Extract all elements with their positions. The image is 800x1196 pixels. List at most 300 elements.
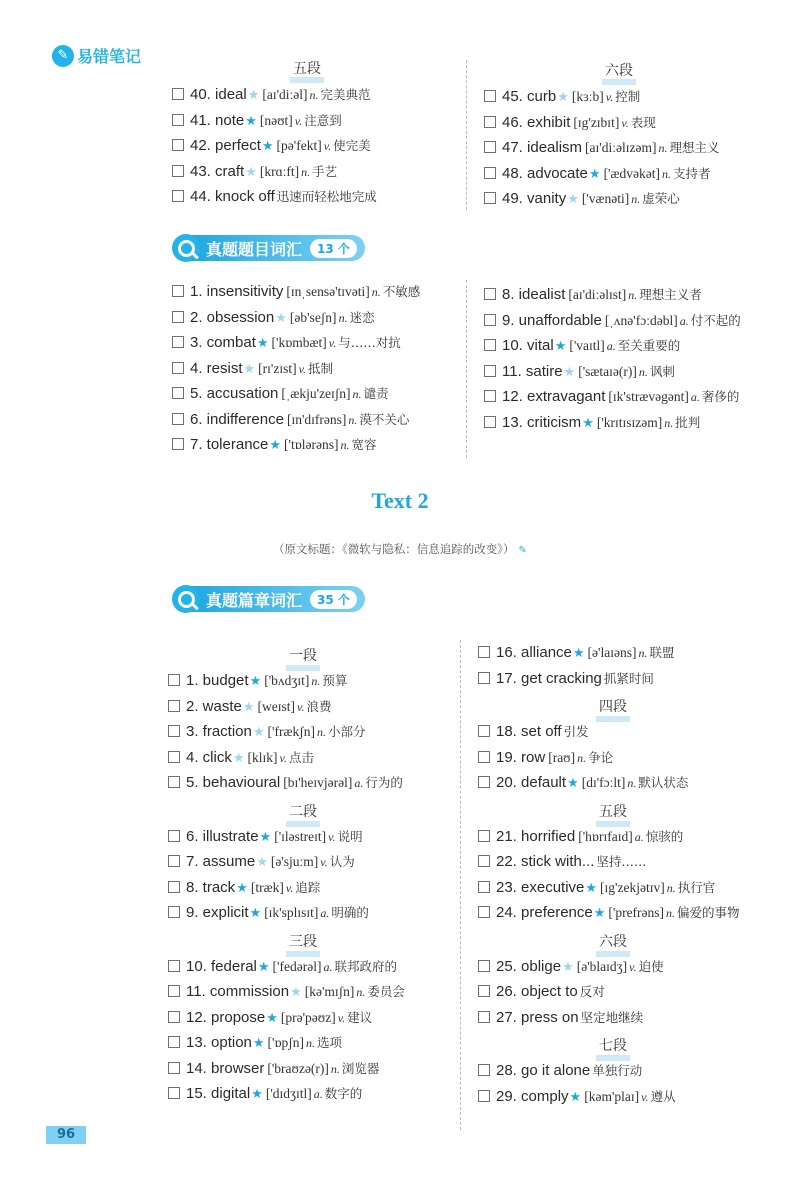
vocab-word: 43. craft xyxy=(190,162,245,180)
phonetic: [ɪg'zɪbɪt] xyxy=(573,114,620,130)
vocab-word: 12. propose xyxy=(186,1008,266,1026)
star-icon: ★ xyxy=(554,339,567,354)
vocab-word: 14. browser xyxy=(186,1059,265,1077)
count-badge: 35 个 xyxy=(310,590,357,609)
vocab-item xyxy=(168,770,468,796)
checkbox-icon[interactable] xyxy=(172,311,184,323)
chinese-meaning: 追踪 xyxy=(295,879,321,895)
chinese-meaning: 选项 xyxy=(317,1035,343,1050)
vocab-word: 18. set off xyxy=(496,723,562,740)
phonetic: [pə'fekt] xyxy=(276,138,322,153)
chinese-meaning: 谴责 xyxy=(363,386,389,401)
star-icon: ★ xyxy=(257,959,270,975)
vocab-item xyxy=(478,849,788,875)
vocab-list xyxy=(172,279,472,458)
chinese-meaning: 手艺 xyxy=(312,163,338,179)
star-icon: ★ xyxy=(567,192,579,207)
vocab-item xyxy=(168,979,468,1005)
part-of-speech: n. xyxy=(658,141,668,155)
checkbox-icon[interactable] xyxy=(172,336,184,348)
checkbox-icon[interactable] xyxy=(172,165,184,177)
star-icon: ★ xyxy=(585,880,598,896)
checkbox-icon[interactable] xyxy=(168,960,180,972)
checkbox-icon[interactable] xyxy=(172,114,184,126)
part-of-speech: n. xyxy=(316,725,326,739)
column-divider xyxy=(460,640,461,1130)
checkbox-icon[interactable] xyxy=(168,1087,180,1099)
vocab-word: 6. illustrate xyxy=(186,827,259,845)
vocab-word: 7. assume xyxy=(186,853,256,870)
checkbox-icon[interactable] xyxy=(172,88,184,100)
chinese-meaning: 表现 xyxy=(630,114,656,130)
vocab-word: 42. perfect xyxy=(190,137,261,154)
vocab-item xyxy=(172,108,462,134)
star-icon: ★ xyxy=(275,310,287,326)
checkbox-icon[interactable] xyxy=(168,1062,180,1074)
part-of-speech: a. xyxy=(320,906,330,920)
star-icon: ★ xyxy=(232,750,245,766)
phonetic: [əb'seʃn] xyxy=(289,309,337,325)
part-of-speech: a. xyxy=(313,1087,323,1101)
vocab-word: 5. behavioural xyxy=(186,774,281,791)
chinese-meaning: 漠不关心 xyxy=(359,411,410,427)
phonetic: ['ɒpʃn] xyxy=(267,1035,305,1050)
vocab-word: 19. row xyxy=(496,748,546,766)
chinese-meaning: 点击 xyxy=(288,749,314,765)
part-of-speech: v. xyxy=(328,336,337,350)
vocab-item xyxy=(172,159,462,185)
phonetic: [dɪ'fɔːlt] xyxy=(581,775,626,790)
chinese-meaning: 说明 xyxy=(337,828,363,844)
magnifier-icon xyxy=(172,585,200,613)
part-of-speech: n. xyxy=(352,387,362,401)
checkbox-icon[interactable] xyxy=(172,139,184,151)
star-icon: ★ xyxy=(256,855,268,870)
checkbox-icon[interactable] xyxy=(168,985,180,997)
s2-right-column xyxy=(478,640,788,1109)
vocab-word: 23. executive xyxy=(496,878,585,896)
checkbox-icon[interactable] xyxy=(172,362,184,374)
phonetic: ['krɪtɪsɪzəm] xyxy=(596,414,663,430)
phonetic: ['vænəti] xyxy=(581,191,630,206)
vocab-word: 40. ideal xyxy=(190,86,247,103)
vocab-word: 48. advocate xyxy=(502,164,588,182)
part-of-speech: a. xyxy=(606,339,616,353)
vocab-item xyxy=(484,282,784,308)
star-icon: ★ xyxy=(249,906,262,921)
chinese-meaning: 坚持…… xyxy=(596,854,647,869)
vocab-item xyxy=(168,745,468,771)
checkbox-icon[interactable] xyxy=(168,725,180,737)
part-of-speech: n. xyxy=(661,166,671,181)
vocab-word: 44. knock off xyxy=(190,188,275,205)
checkbox-icon[interactable] xyxy=(478,1090,490,1102)
top-left-column xyxy=(172,58,462,210)
chinese-meaning: 完美典范 xyxy=(320,87,371,102)
vocab-item xyxy=(478,666,788,692)
top-right-column xyxy=(484,60,784,212)
checkbox-icon[interactable] xyxy=(484,288,496,300)
checkbox-icon[interactable] xyxy=(484,192,496,204)
vocab-word: 5. accusation xyxy=(190,385,279,402)
vocab-item xyxy=(172,82,462,108)
pen-logo-icon: ✎ xyxy=(52,45,74,67)
vocab-item xyxy=(168,1030,468,1056)
checkbox-icon[interactable] xyxy=(484,365,496,377)
chinese-meaning: 使完美 xyxy=(333,138,371,153)
vocab-word: 28. go it alone xyxy=(496,1062,591,1079)
checkbox-icon[interactable] xyxy=(484,116,496,128)
phonetic: [kəm'plaɪ] xyxy=(584,1088,640,1104)
chinese-meaning: 迅速而轻松地完成 xyxy=(276,189,377,204)
part-of-speech: n. xyxy=(638,364,648,379)
pen-icon: ✎ xyxy=(518,545,527,556)
chinese-meaning: 数字的 xyxy=(324,1086,363,1101)
vocab-word: 24. preference xyxy=(496,904,593,921)
vocab-word: 25. oblige xyxy=(496,957,562,975)
star-icon: ★ xyxy=(569,1089,582,1105)
vocab-item xyxy=(172,407,472,433)
phonetic: [ə'sjuːm] xyxy=(270,854,319,869)
chinese-meaning: 奢侈的 xyxy=(701,389,740,404)
vocab-list xyxy=(484,84,784,212)
part-of-speech: v. xyxy=(337,1010,346,1025)
vocab-word: 2. obsession xyxy=(190,308,275,326)
phonetic: [prə'pəʊz] xyxy=(280,1009,336,1025)
checkbox-icon[interactable] xyxy=(172,413,184,425)
phonetic: [bɪ'heɪvjərəl] xyxy=(283,775,353,790)
chinese-meaning: 浏览器 xyxy=(341,1060,380,1076)
phonetic: [kə'mɪʃn] xyxy=(304,984,355,999)
star-icon: ★ xyxy=(252,1036,265,1051)
vocab-word: 12. extravagant xyxy=(502,388,606,405)
vocab-word: 46. exhibit xyxy=(502,113,571,131)
chinese-meaning: 联邦政府的 xyxy=(334,958,397,974)
phonetic: [krɑːft] xyxy=(259,163,300,179)
phonetic: [weɪst] xyxy=(257,698,296,714)
star-icon: ★ xyxy=(266,1010,278,1026)
vocab-word: 26. object to xyxy=(496,983,578,1000)
checkbox-icon[interactable] xyxy=(478,646,490,658)
vocab-word: 13. criticism xyxy=(502,413,582,431)
vocab-item xyxy=(484,308,784,334)
section-header-passage-vocab xyxy=(172,585,365,613)
phonetic: [raʊ] xyxy=(548,749,576,765)
phonetic: ['frækʃn] xyxy=(267,724,315,739)
part-of-speech: n. xyxy=(306,1036,316,1050)
checkbox-icon[interactable] xyxy=(172,190,184,202)
vocab-word: 9. unaffordable xyxy=(502,311,602,329)
chinese-meaning: 默认状态 xyxy=(638,775,689,790)
star-icon: ★ xyxy=(249,674,262,689)
star-icon: ★ xyxy=(261,139,274,154)
phonetic: ['ædvəkət] xyxy=(603,165,660,181)
phonetic: ['sætaɪə(r)] xyxy=(578,363,637,379)
vocab-item xyxy=(168,849,468,875)
vocab-item xyxy=(172,381,472,407)
vocab-item xyxy=(172,356,472,382)
phonetic: [ɪn'dɪfrəns] xyxy=(286,411,347,427)
checkbox-icon[interactable] xyxy=(172,285,184,297)
checkbox-icon[interactable] xyxy=(168,830,180,842)
checkbox-icon[interactable] xyxy=(478,855,490,867)
original-title-text: （原文标题：《微软与隐私：信息追踪的改变》） xyxy=(273,542,515,556)
star-icon: ★ xyxy=(563,364,576,380)
segment-heading: 五段 xyxy=(172,58,442,80)
vocab-item xyxy=(484,84,784,110)
vocab-word: 11. commission xyxy=(186,983,290,1000)
part-of-speech: n. xyxy=(627,776,637,790)
checkbox-icon[interactable] xyxy=(172,387,184,399)
vocab-word: 8. track xyxy=(186,878,236,896)
phonetic: [ɪg'zekjətɪv] xyxy=(600,879,665,895)
vocab-word: 15. digital xyxy=(186,1085,251,1102)
phonetic: ['prefrəns] xyxy=(608,905,665,920)
original-title xyxy=(0,541,800,557)
checkbox-icon[interactable] xyxy=(172,438,184,450)
phonetic: [ə'blaɪdʒ] xyxy=(576,958,628,974)
section-title: 真题篇章词汇 xyxy=(206,590,303,610)
magnifier-icon xyxy=(172,234,200,262)
part-of-speech: a. xyxy=(354,776,364,790)
chinese-meaning: 虚荣心 xyxy=(642,191,680,206)
vocab-item xyxy=(478,770,788,796)
chinese-meaning: 支持者 xyxy=(672,165,711,181)
vocab-word: 10. federal xyxy=(186,957,257,975)
section-header-body xyxy=(186,586,365,612)
vocab-item xyxy=(172,330,472,356)
text-heading: Text 2 xyxy=(371,488,429,513)
vocab-word: 2. waste xyxy=(186,697,242,715)
part-of-speech: n. xyxy=(631,192,641,206)
vocab-groups xyxy=(478,640,788,1109)
checkbox-icon[interactable] xyxy=(168,776,180,788)
part-of-speech: v. xyxy=(298,361,307,376)
star-icon: ★ xyxy=(269,438,282,453)
phonetic: [rɪ'zɪst] xyxy=(258,360,297,376)
section-header-body xyxy=(186,235,365,261)
chinese-meaning: 理想主义者 xyxy=(639,287,702,302)
vocab-item xyxy=(484,135,784,161)
checkbox-icon[interactable] xyxy=(478,1011,490,1023)
checkbox-icon[interactable] xyxy=(484,339,496,351)
chinese-meaning: 坚定地继续 xyxy=(580,1009,644,1025)
vocab-item xyxy=(168,1005,468,1031)
checkbox-icon[interactable] xyxy=(168,1011,180,1023)
chinese-meaning: 单独行动 xyxy=(592,1063,643,1078)
part-of-speech: v. xyxy=(605,90,614,104)
segment-heading: 三段 xyxy=(168,930,438,954)
part-of-speech: n. xyxy=(666,906,676,920)
vocab-item xyxy=(172,432,472,458)
chinese-meaning: 引发 xyxy=(563,724,589,739)
vocab-word: 47. idealism xyxy=(502,139,583,156)
vocab-item xyxy=(484,359,784,385)
vocab-item xyxy=(172,279,472,305)
segment-heading: 四段 xyxy=(478,695,748,719)
checkbox-icon[interactable] xyxy=(484,141,496,153)
phonetic: ['fedərəl] xyxy=(272,958,322,974)
vocab-groups xyxy=(168,644,468,1107)
checkbox-icon[interactable] xyxy=(478,1064,490,1076)
segment-heading: 二段 xyxy=(168,800,438,824)
vocab-word: 20. default xyxy=(496,774,567,791)
part-of-speech: n. xyxy=(311,674,321,688)
checkbox-icon[interactable] xyxy=(484,90,496,102)
checkbox-icon[interactable] xyxy=(478,830,490,842)
phonetic: ['hɒrɪfaɪd] xyxy=(578,828,633,844)
column-divider xyxy=(466,280,467,458)
vocab-word: 10. vital xyxy=(502,337,554,354)
checkbox-icon[interactable] xyxy=(478,960,490,972)
part-of-speech: v. xyxy=(641,1089,649,1104)
checkbox-icon[interactable] xyxy=(168,1036,180,1048)
count-badge: 13 个 xyxy=(310,239,357,258)
part-of-speech: n. xyxy=(628,288,638,302)
chinese-meaning: 惊骇的 xyxy=(645,828,684,844)
chinese-meaning: 不敏感 xyxy=(382,284,421,299)
phonetic: ['dɪdʒɪtl] xyxy=(265,1086,312,1101)
checkbox-icon[interactable] xyxy=(484,390,496,402)
chinese-meaning: 控制 xyxy=(615,89,641,104)
s1-left-column xyxy=(172,279,472,458)
part-of-speech: v. xyxy=(285,880,294,895)
checkbox-icon[interactable] xyxy=(168,906,180,918)
star-icon: ★ xyxy=(243,361,256,377)
s2-left-column xyxy=(168,644,468,1107)
checkbox-icon[interactable] xyxy=(484,416,496,428)
part-of-speech: n. xyxy=(371,285,381,299)
vocab-word: 1. insensitivity xyxy=(190,283,284,300)
vocab-item xyxy=(172,305,472,331)
checkbox-icon[interactable] xyxy=(478,881,490,893)
checkbox-icon[interactable] xyxy=(484,314,496,326)
phonetic: [klɪk] xyxy=(247,749,278,765)
checkbox-icon[interactable] xyxy=(478,776,490,788)
checkbox-icon[interactable] xyxy=(168,855,180,867)
brand-text: 易错笔记 xyxy=(77,47,142,66)
checkbox-icon[interactable] xyxy=(478,725,490,737)
part-of-speech: v. xyxy=(297,699,305,714)
segment-heading: 六段 xyxy=(484,60,754,82)
chinese-meaning: 与……对抗 xyxy=(338,335,401,350)
vocab-word: 27. press on xyxy=(496,1008,579,1026)
part-of-speech: n. xyxy=(664,415,674,430)
vocab-list xyxy=(172,82,462,210)
checkbox-icon[interactable] xyxy=(484,167,496,179)
chinese-meaning: 浪费 xyxy=(306,698,332,714)
checkbox-icon[interactable] xyxy=(478,985,490,997)
vocab-item xyxy=(484,410,784,436)
vocab-item xyxy=(168,1056,468,1082)
brand-logo xyxy=(52,44,141,67)
vocab-word: 21. horrified xyxy=(496,827,576,845)
chinese-meaning: 争论 xyxy=(588,749,614,765)
chinese-meaning: 宽容 xyxy=(351,437,377,452)
checkbox-icon[interactable] xyxy=(478,906,490,918)
vocab-item xyxy=(484,384,784,410)
checkbox-icon[interactable] xyxy=(168,751,180,763)
part-of-speech: v. xyxy=(320,855,328,869)
vocab-word: 3. fraction xyxy=(186,723,252,740)
phonetic: [træk] xyxy=(250,879,284,895)
part-of-speech: a. xyxy=(634,829,644,844)
vocab-word: 9. explicit xyxy=(186,904,249,921)
vocab-word: 1. budget xyxy=(186,672,249,689)
chinese-meaning: 付不起的 xyxy=(690,312,741,328)
phonetic: [ˌækju'zeɪʃn] xyxy=(281,386,351,401)
part-of-speech: v. xyxy=(629,959,637,974)
checkbox-icon[interactable] xyxy=(168,674,180,686)
part-of-speech: v. xyxy=(323,139,332,153)
chinese-meaning: 遵从 xyxy=(650,1088,676,1104)
vocab-word: 41. note xyxy=(190,111,245,129)
checkbox-icon[interactable] xyxy=(168,881,180,893)
checkbox-icon[interactable] xyxy=(168,700,180,712)
star-icon: ★ xyxy=(588,166,601,182)
chinese-meaning: 抓紧时间 xyxy=(603,670,654,686)
vocab-item xyxy=(168,875,468,901)
chinese-meaning: 至关重要的 xyxy=(617,338,681,353)
vocab-word: 29. comply xyxy=(496,1087,569,1105)
part-of-speech: a. xyxy=(690,390,700,404)
vocab-word: 45. curb xyxy=(502,88,557,105)
star-icon: ★ xyxy=(247,88,260,103)
star-icon: ★ xyxy=(256,336,269,351)
chinese-meaning: 偏爱的事物 xyxy=(677,905,740,920)
vocab-item xyxy=(484,333,784,359)
part-of-speech: n. xyxy=(330,1061,340,1076)
vocab-item xyxy=(484,110,784,136)
star-icon: ★ xyxy=(252,725,265,740)
star-icon: ★ xyxy=(290,985,302,1000)
vocab-word: 49. vanity xyxy=(502,190,567,207)
vocab-item xyxy=(478,900,788,926)
phonetic: ['braʊzə(r)] xyxy=(267,1060,329,1076)
vocab-item xyxy=(168,668,468,694)
page-number: 96 xyxy=(46,1126,86,1144)
chinese-meaning: 讽刺 xyxy=(649,363,675,379)
chinese-meaning: 理想主义 xyxy=(669,140,720,155)
chinese-meaning: 行为的 xyxy=(365,775,403,790)
checkbox-icon[interactable] xyxy=(478,672,490,684)
chinese-meaning: 明确的 xyxy=(331,905,369,920)
chinese-meaning: 联盟 xyxy=(649,645,675,660)
vocab-item xyxy=(478,1084,788,1110)
part-of-speech: n. xyxy=(356,985,366,999)
phonetic: [aɪ'diːəlɪst] xyxy=(568,287,627,302)
phonetic: [ɪk'splɪsɪt] xyxy=(264,905,319,920)
vocab-item xyxy=(478,719,788,745)
vocab-item xyxy=(168,1081,468,1107)
checkbox-icon[interactable] xyxy=(478,751,490,763)
part-of-speech: a. xyxy=(323,959,333,974)
phonetic: ['bʌdʒɪt] xyxy=(264,673,310,688)
vocab-item xyxy=(168,719,468,745)
column-divider xyxy=(466,60,467,210)
vocab-item xyxy=(478,824,788,850)
phonetic: [ɪnˌsensə'tɪvəti] xyxy=(286,284,370,299)
star-icon: ★ xyxy=(562,959,574,975)
star-icon: ★ xyxy=(259,829,272,845)
part-of-speech: n. xyxy=(340,438,350,452)
star-icon: ★ xyxy=(557,90,569,105)
vocab-item xyxy=(478,745,788,771)
phonetic: ['ɪləstreɪt] xyxy=(274,828,327,844)
segment-heading: 六段 xyxy=(478,930,748,954)
vocab-item xyxy=(168,900,468,926)
vocab-list xyxy=(484,282,784,435)
